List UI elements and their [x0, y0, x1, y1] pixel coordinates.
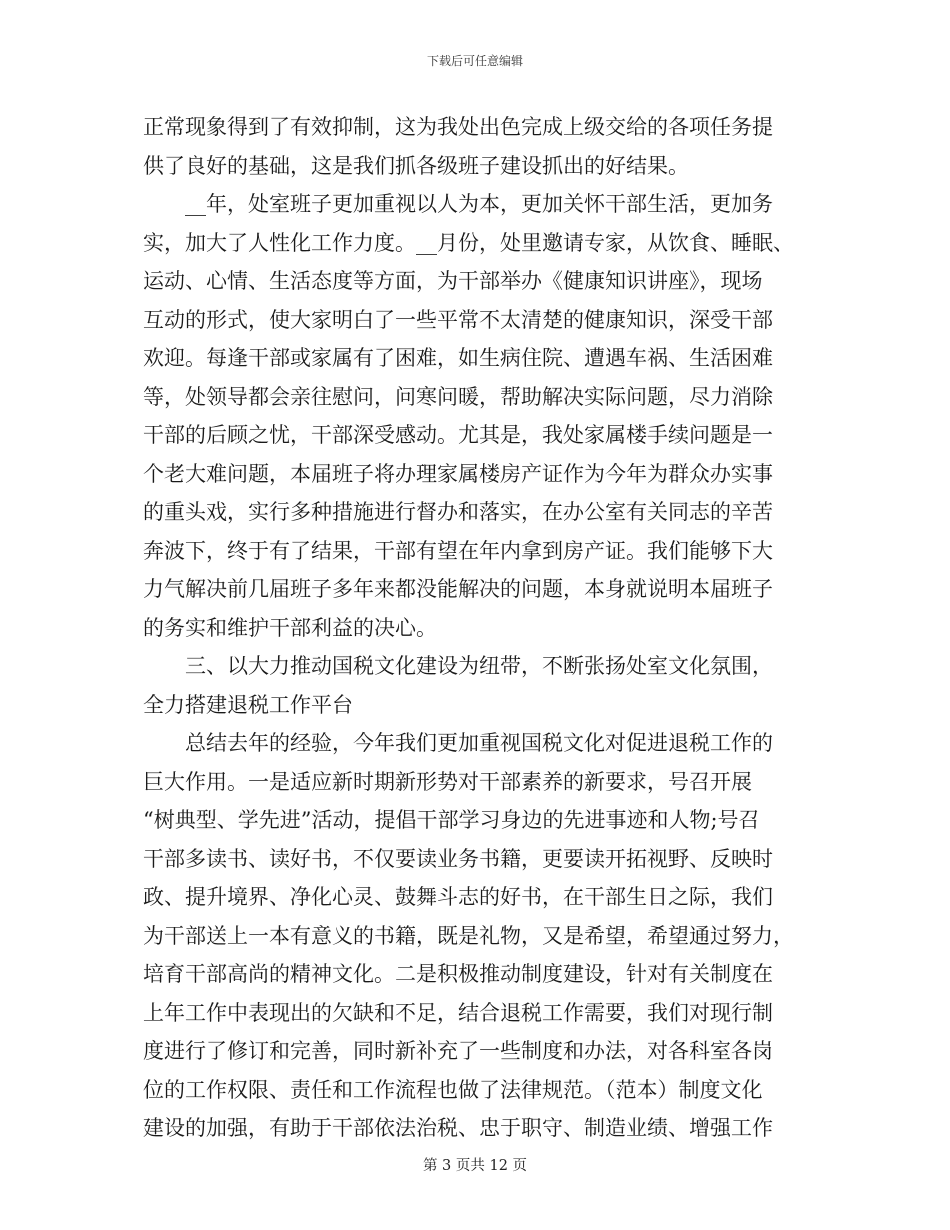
text-line: 全力搭建退税工作平台 — [143, 692, 353, 717]
text-line: 总结去年的经验，今年我们更加重视国税文化对促进退税工作的 — [143, 731, 773, 755]
text-line: 培育干部高尚的精神文化。二是积极推动制度建设，针对有关制度在 — [143, 962, 773, 986]
text-line: 奔波下，终于有了结果，干部有望在年内拿到房产证。我们能够下大 — [143, 538, 773, 563]
text-line: 供了良好的基础，这是我们抓各级班子建设抓出的好结果。 — [143, 153, 689, 178]
text-line: “树典型、学先进”活动，提倡干部学习身边的先进事迹和人物;号召 — [143, 808, 760, 832]
text-line: 力气解决前几届班子多年来都没能解决的问题，本身就说明本届班子 — [143, 577, 773, 601]
text-line: 建设的加强，有助于干部依法治税、忠于职守、制造业绩、增强工作 — [143, 1116, 773, 1140]
text-line: 三、以大力推动国税文化建设为纽带，不断张扬处室文化氛围， — [143, 654, 773, 678]
text-line: 运动、心情、生活态度等方面，为干部举办《健康知识讲座》，现场 — [143, 269, 763, 293]
text-line: 政、提升境界、净化心灵、鼓舞斗志的好书，在干部生日之际，我们 — [143, 885, 773, 909]
text-line: 为干部送上一本有意义的书籍，既是礼物，又是希望，希望通过努力， — [143, 923, 794, 948]
text-line: 干部的后顾之忧，干部深受感动。尤其是，我处家属楼手续问题是一 — [143, 423, 773, 447]
text-line: 巨大作用。一是适应新时期新形势对干部素养的新要求，号召开展 — [143, 769, 752, 794]
text-line: 等，处领导都会亲往慰问，问寒问暖，帮助解决实际问题，尽力消除 — [143, 384, 773, 409]
text-line: 互动的形式，使大家明白了一些平常不太清楚的健康知识，深受干部 — [143, 307, 773, 332]
text-line: 的重头戏，实行多种措施进行督办和落实，在办公室有关同志的辛苦 — [143, 500, 773, 524]
text-line: 正常现象得到了有效抑制，这为我处出色完成上级交给的各项任务提 — [143, 115, 773, 139]
text-line: 上年工作中表现出的欠缺和不足，结合退税工作需要，我们对现行制 — [143, 1000, 773, 1025]
text-line: 干部多读书、读好书，不仅要读业务书籍，更要读开拓视野、反映时 — [143, 846, 773, 871]
document-body — [143, 108, 808, 1148]
text-line: 实，加大了人性化工作力度。__月份，处里邀请专家，从饮食、睡眠、 — [143, 230, 794, 255]
text-line: 欢迎。每逢干部或家属有了困难，如生病住院、遭遇车祸、生活困难 — [143, 346, 773, 370]
text-line: 的务实和维护干部利益的决心。 — [143, 615, 437, 640]
page-footer: 第 3 页共 12 页 — [422, 1158, 528, 1174]
text-line: 度进行了修订和完善，同时新补充了一些制度和办法，对各科室各岗 — [143, 1039, 773, 1063]
text-line: 个老大难问题，本届班子将办理家属楼房产证作为今年为群众办实事 — [143, 461, 773, 486]
text-line: __年，处室班子更加重视以人为本，更加关怀干部生活，更加务 — [143, 192, 773, 216]
page-header: 下载后可任意编辑 — [426, 54, 523, 68]
text-line: 位的工作权限、责任和工作流程也做了法律规范。（范本）制度文化 — [143, 1077, 763, 1102]
